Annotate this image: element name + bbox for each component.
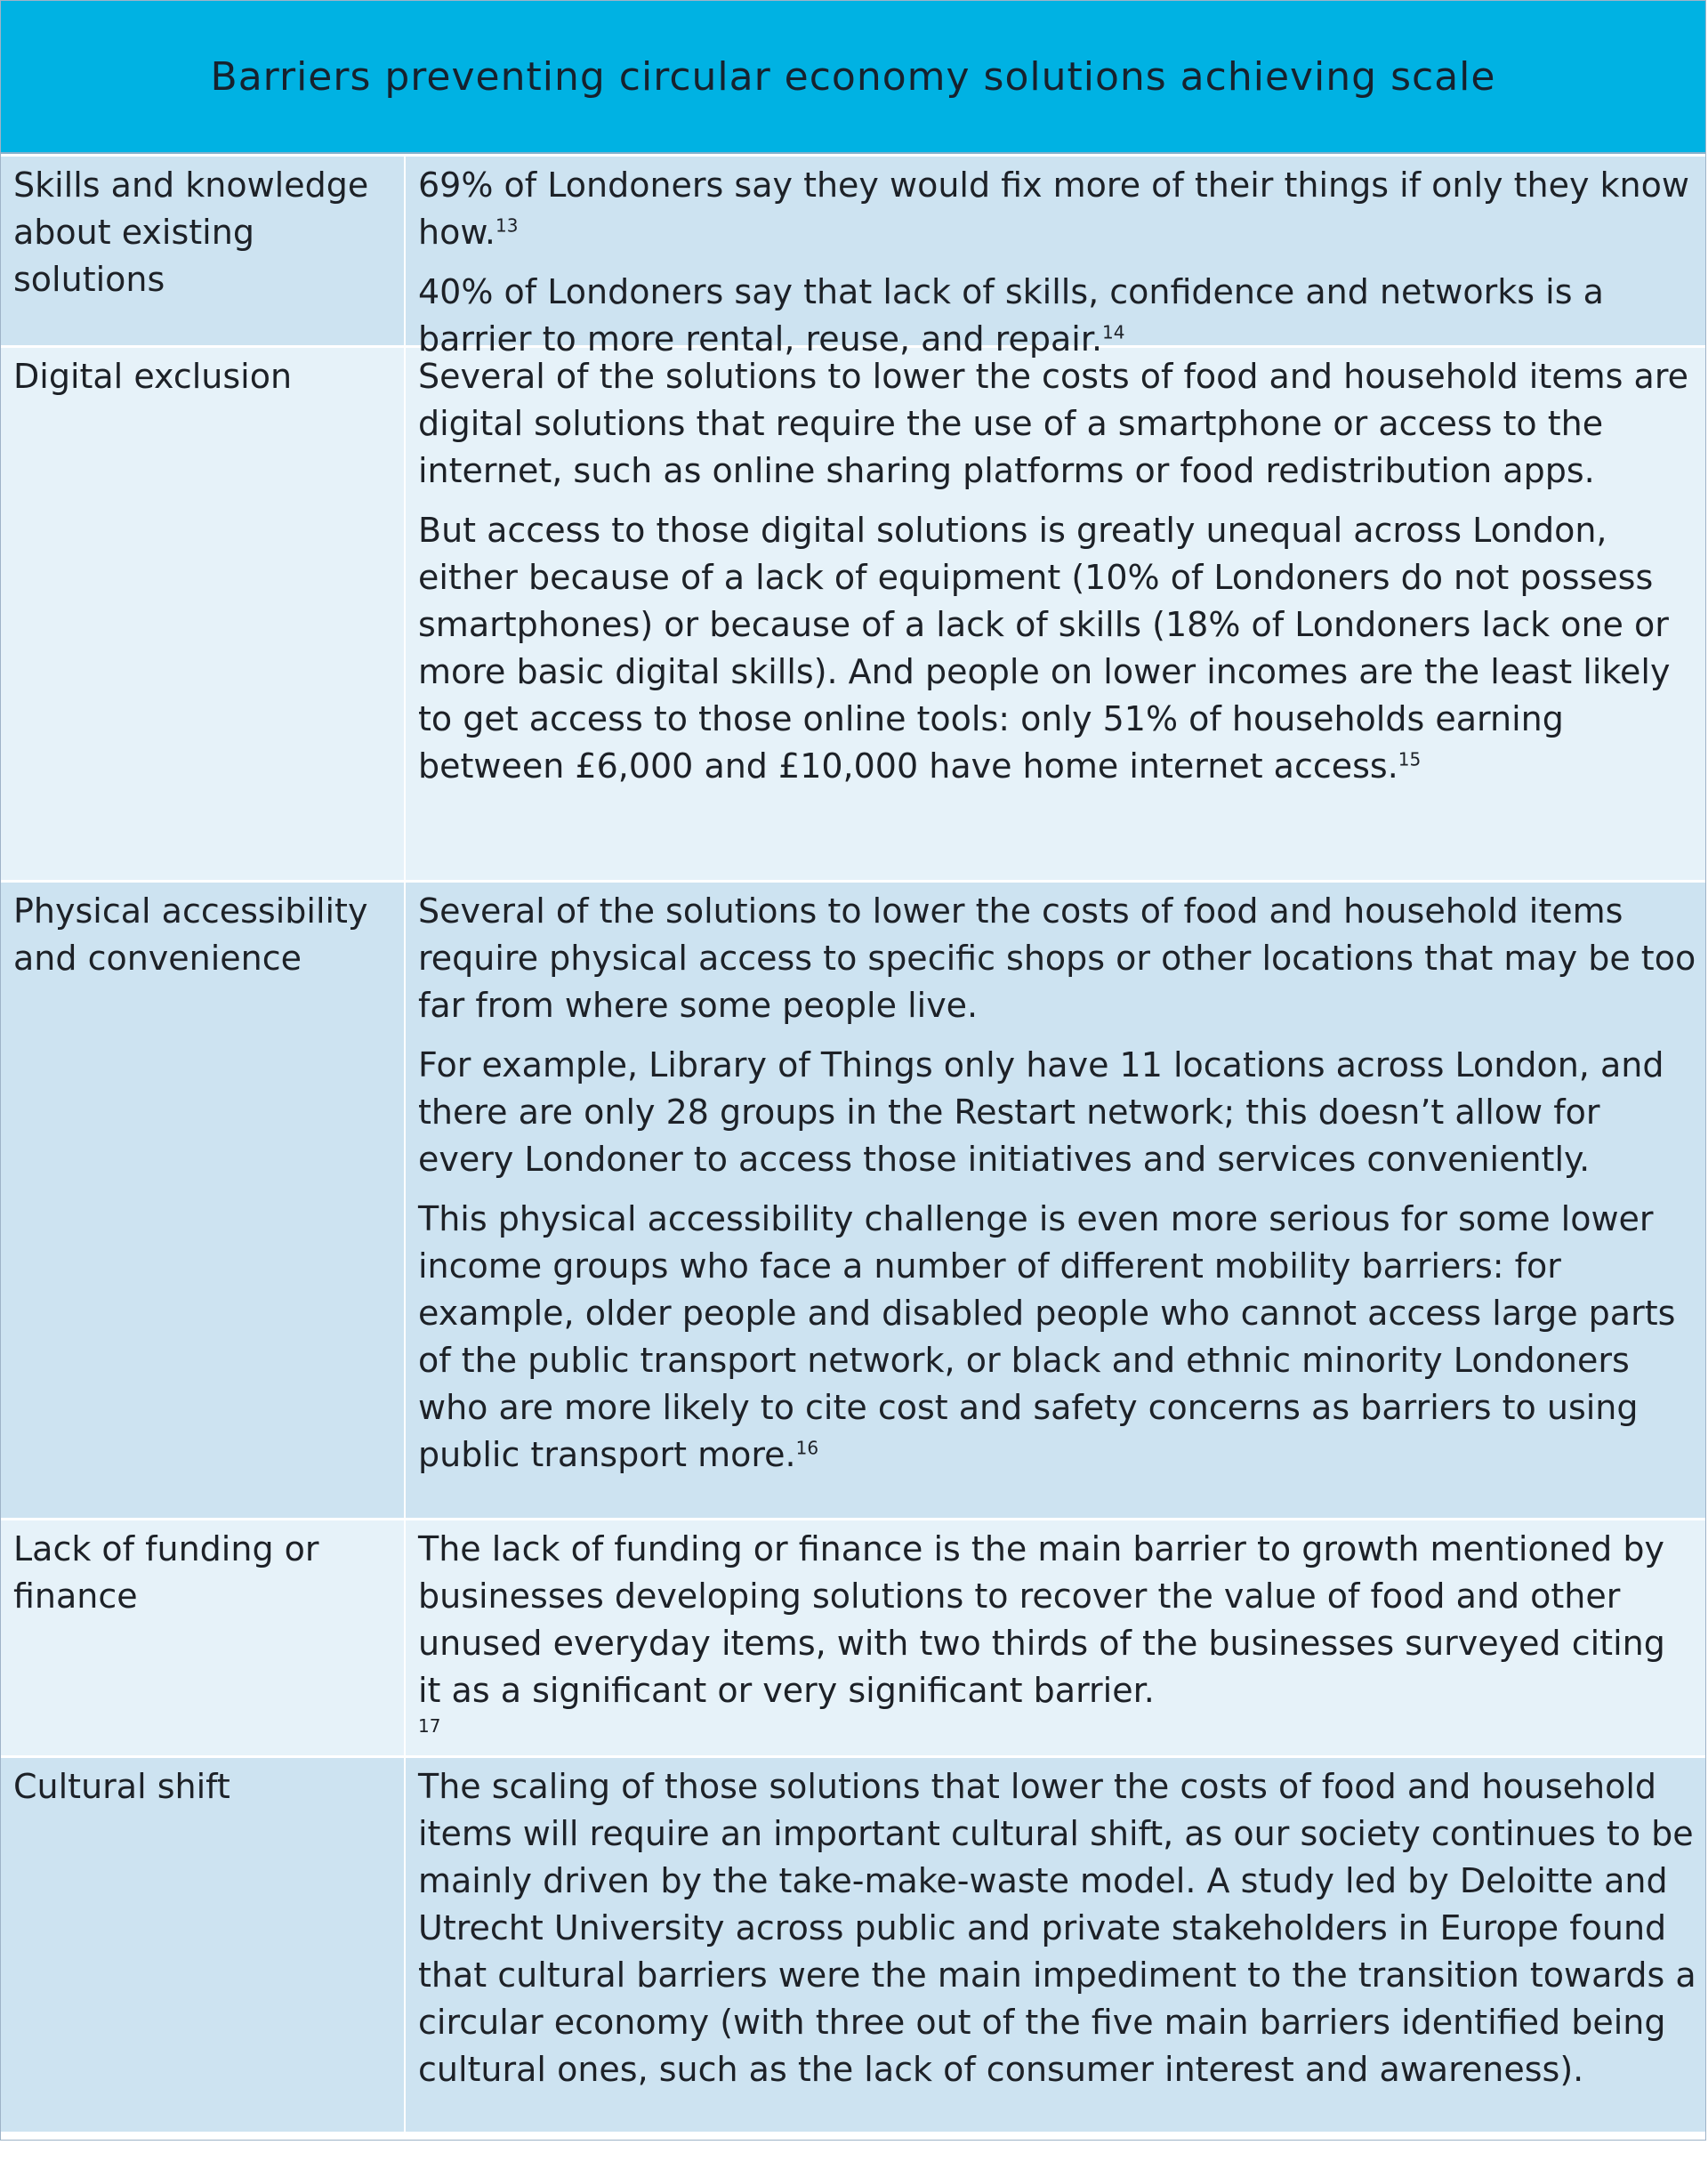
table-title: Barriers preventing circular economy solutions achieving scale — [1, 1, 1705, 154]
table-row — [1, 880, 1705, 1518]
row-label: Cultural shift — [1, 1758, 406, 2132]
paragraph: 69% of Londoners say they would fix more of their things if only they know how.$^{13}$ — [418, 165, 1689, 252]
table-row — [1, 1518, 1705, 1755]
paragraph: The scaling of those solutions that lower the costs of food and household items will require an important cultural shift, as our society continues to be mainly driven by the take-make-waste model. A study led by Deloitte and Utrecht University across public and private stakeholders in Europe found that cultural barriers were the main impediment to the transition towards a circular economy (with three out of the five main barriers identified being cultural ones, such as the lack of consumer interest and awareness). — [418, 1767, 1696, 2089]
row-content — [406, 1520, 1705, 1755]
table-row — [1, 154, 1705, 359]
row-content — [406, 883, 1705, 1518]
row-label: Digital exclusion — [1, 348, 406, 880]
row-label: Skills and knowledge about existing solutions — [1, 157, 406, 345]
table-row — [1, 345, 1705, 880]
paragraph: This physical accessibility challenge is even more serious for some lower income groups who face a number of different mobility barriers: for example, older people and disabled people who cannot access large parts of the public transport network, or black and ethnic minority Londoners who are more likely to cite cost and safety concerns as barriers to using public transport more.$^{16}$ — [418, 1199, 1676, 1474]
footnote-ref: 15 — [1398, 748, 1422, 770]
row-content — [406, 348, 1705, 880]
row-label: Physical accessibility and convenience — [1, 883, 406, 1518]
footnote-ref: 17 — [418, 1715, 441, 1737]
footnote-ref: 13 — [495, 214, 519, 237]
footnote-ref: 14 — [1102, 321, 1125, 343]
paragraph: For example, Library of Things only have 11 locations across London, and there are only 28 groups in the Restart network; this doesn’t allow for every Londoner to access those initiatives and services conveniently. — [418, 1045, 1664, 1179]
footnote-ref: 16 — [795, 1437, 819, 1459]
row-content — [406, 1758, 1705, 2132]
paragraph: But access to those digital solutions is greatly unequal across London, either because of a lack of equipment (10% of Londoners do not possess smartphones) or because of a lack of skills (18% of Londoners lack one or more basic digital skills). And people on lower incomes are the least likely to get access to those online tools: only 51% of households earning between £6,000 and £10,000 have home internet access.$^{15}$ — [418, 511, 1671, 786]
paragraph: 40% of Londoners say that lack of skills, confidence and networks is a barrier to more rental, reuse, and repair.$^{14}$ — [418, 272, 1604, 359]
paragraph: Several of the solutions to lower the costs of food and household items require physical access to specific shops or other locations that may be too far from where some people live. — [418, 891, 1696, 1025]
row-label: Lack of funding or finance — [1, 1520, 406, 1755]
table-row — [1, 1755, 1705, 2132]
row-content — [406, 157, 1705, 359]
paragraph: Several of the solutions to lower the costs of food and household items are digital solutions that require the use of a smartphone or access to the internet, such as online sharing platforms or food redistribution apps. — [418, 357, 1688, 490]
paragraph: The lack of funding or finance is the main barrier to growth mentioned by businesses developing solutions to recover the value of food and other unused everyday items, with two thirds of the businesses surveyed citing it as a significant or very significant barrier. 17 — [418, 1526, 1698, 1738]
